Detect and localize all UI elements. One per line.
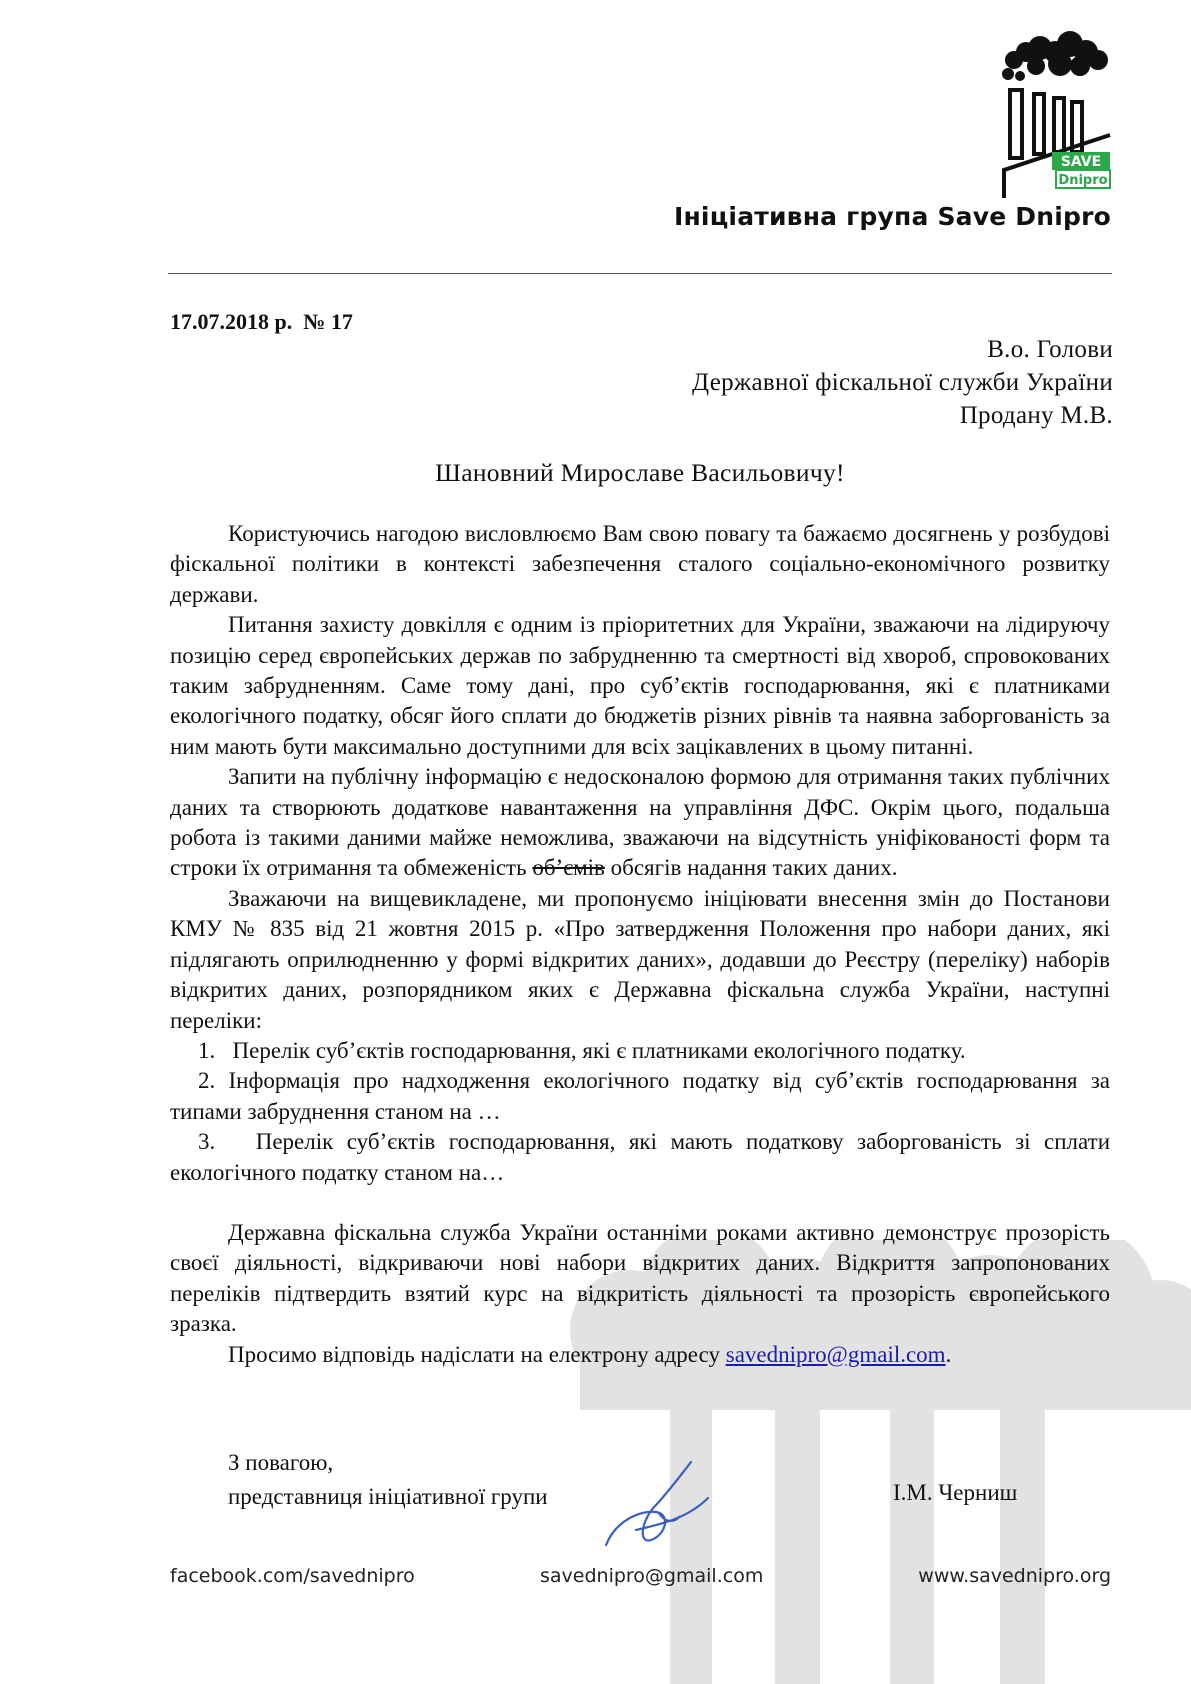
footer-website-link[interactable]: www.savednipro.org <box>918 1565 1111 1587</box>
list-item <box>170 1127 1110 1188</box>
letter-date-number: 17.07.2018 р. № 17 <box>170 309 353 334</box>
list-item-number: 2. <box>198 1068 216 1094</box>
list-item-number: 3. <box>198 1129 216 1155</box>
list-item-text: Перелік суб’єктів господарювання, які мають податкову заборгованість зі сплати екологічного податку станом на… <box>170 1129 1110 1185</box>
addressee-line: Державної фіскальної служби України <box>692 369 1113 396</box>
addressee-block <box>692 333 1113 432</box>
organization-name: Ініціативна група Save Dnipro <box>673 202 1111 231</box>
paragraph-text: Запити на публічну інформацію є недосконалою формою для отримання таких публічних даних та створюють додаткове навантаження на управління ДФС. Окрім цього, подальша робота із такими даними майже неможлива, зважаючи на відсутність уніфікованості форм та строки їх отримання та обмеженість <box>170 764 1110 881</box>
datasets-list <box>170 1036 1110 1188</box>
paragraph-text: обсягів надання таких даних. <box>610 855 898 881</box>
list-item-text: Перелік суб’єктів господарювання, які є платниками екологічного податку. <box>232 1037 966 1063</box>
struck-word: об’ємів <box>532 855 605 881</box>
body-paragraph: Державна фіскальна служба України останніми роками активно демонструє прозорість своєї діяльності, відкриваючи нові набори відкритих даних. Відкриття запропонованих переліків підтвердить взятий курс на відкритість діяльності та прозорість європейського зразка. <box>170 1219 1110 1337</box>
list-item-text: Інформація про надходження екологічного податку від суб’єктів господарювання за типами забруднення станом на … <box>170 1068 1110 1124</box>
footer-email-link[interactable]: savednipro@gmail.com <box>540 1565 764 1587</box>
footer-facebook-link[interactable]: facebook.com/savednipro <box>170 1565 415 1587</box>
factory-smoke-logo-icon <box>1000 30 1112 198</box>
logo-badge-dnipro: Dnipro <box>1058 173 1108 188</box>
body-paragraph: Питання захисту довкілля є одним із пріоритетних для України, зважаючи на лідируючу позицію серед європейських держав по забрудненню та смертності від хвороб, спровокованих таким забрудненням. Саме тому дані, про суб’єктів господарювання, які є платниками екологічного податку, обсяг його сплати до бюджетів різних рівнів та наявна заборгованість за ним мають бути максимально доступними для всіх зацікавлених в цьому питанні. <box>170 612 1110 759</box>
letter-body <box>170 519 1110 1370</box>
closing-regards: З повагою, <box>228 1450 334 1475</box>
header-divider <box>168 273 1112 274</box>
reply-request <box>170 1340 1110 1370</box>
reply-request-text: Просимо відповідь надіслати на електрону адресу <box>228 1341 726 1367</box>
body-paragraph: Зважаючи на вищевикладене, ми пропонуємо ініціювати внесення змін до Постанови КМУ № 835 від 21 жовтня 2015 р. «Про затвердження Положення про набори даних, які підлягають оприлюдненню у формі відкритих даних», додавши до Реєстру (переліку) наборів відкритих даних, розпорядником яких є Державна фіскальна служба України, наступні переліки: <box>170 885 1110 1033</box>
reply-email-link[interactable]: savednipro@gmail.com <box>725 1341 946 1367</box>
list-item-number: 1. <box>198 1037 216 1063</box>
closing-block <box>228 1446 548 1514</box>
reply-request-end: . <box>945 1341 952 1367</box>
signer-name: І.М. Черниш <box>893 1480 1018 1505</box>
list-item <box>170 1036 1110 1066</box>
logo-badge-save: SAVE <box>1060 154 1102 170</box>
addressee-line: В.о. Голови <box>987 336 1113 363</box>
closing-position: представниця ініціативної групи <box>228 1484 548 1509</box>
addressee-line: Продану М.В. <box>959 402 1113 429</box>
handwritten-signature-icon <box>596 1450 716 1570</box>
body-paragraph <box>170 762 1110 884</box>
salutation: Шановний Мирославе Васильовичу! <box>435 458 845 487</box>
body-paragraph: Користуючись нагодою висловлюємо Вам свою повагу та бажаємо досягнень у розбудові фіскальної політики в контексті забезпечення сталого соціально-економічного розвитку держави. <box>170 521 1110 607</box>
list-item <box>170 1066 1110 1127</box>
